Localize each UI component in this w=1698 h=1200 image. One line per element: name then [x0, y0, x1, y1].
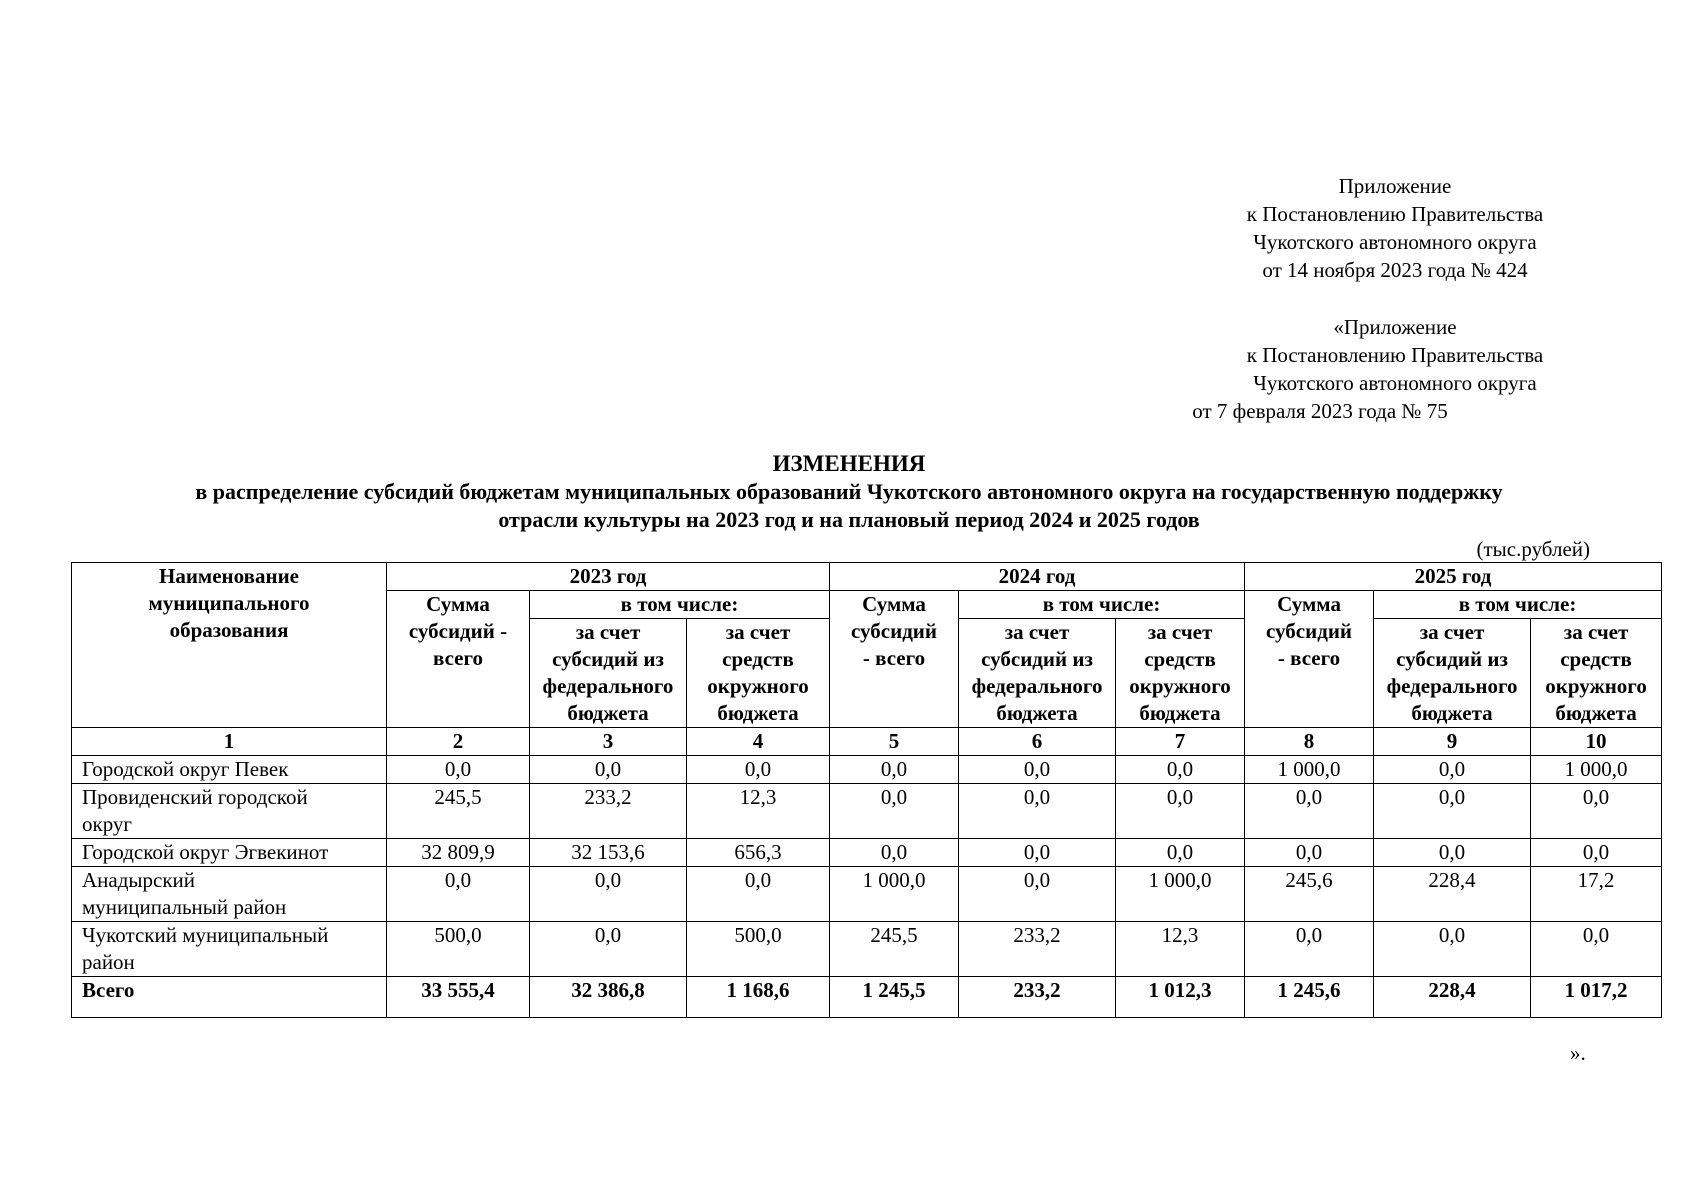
- appendix-header-original: [1190, 313, 1600, 425]
- table-cell: 0,0: [1531, 839, 1662, 867]
- total-cell: 1 012,3: [1116, 977, 1245, 1018]
- header-row-years: [72, 563, 1662, 591]
- total-cell: 1 017,2: [1531, 977, 1662, 1018]
- appendix-line: Приложение: [1338, 174, 1452, 198]
- total-label: Всего: [72, 977, 387, 1018]
- table-cell: 1 000,0: [1116, 867, 1245, 922]
- header-district: за счет средств окружного бюджета: [1116, 619, 1245, 728]
- column-number: 3: [530, 728, 687, 756]
- table-cell: 0,0: [959, 784, 1116, 839]
- column-number: 8: [1245, 728, 1374, 756]
- header-name-column: Наименование муниципального образования: [72, 563, 387, 728]
- table-cell: 0,0: [1245, 784, 1374, 839]
- table-cell: 0,0: [530, 867, 687, 922]
- table-cell: 0,0: [1374, 756, 1531, 784]
- table-cell: 0,0: [830, 756, 959, 784]
- title-line: отрасли культуры на 2023 год и на плановый период 2024 и 2025 годов: [498, 507, 1200, 532]
- table-cell: 233,2: [959, 922, 1116, 977]
- table-cell: 0,0: [1116, 784, 1245, 839]
- table-cell: 245,6: [1245, 867, 1374, 922]
- unit-label: (тыс.рублей): [1476, 537, 1590, 561]
- total-cell: 32 386,8: [530, 977, 687, 1018]
- appendix-line: «Приложение: [1333, 315, 1457, 339]
- table-cell: 1 000,0: [1245, 756, 1374, 784]
- table-cell: 0,0: [1374, 784, 1531, 839]
- table-cell: 0,0: [1116, 839, 1245, 867]
- total-row: [72, 977, 1662, 1018]
- total-cell: 228,4: [1374, 977, 1531, 1018]
- table-cell: 17,2: [1531, 867, 1662, 922]
- header-federal: за счет субсидий из федерального бюджета: [959, 619, 1116, 728]
- header-year-2025: 2025 год: [1245, 563, 1662, 591]
- appendix-header-current: [1190, 172, 1600, 284]
- table-cell: 0,0: [959, 867, 1116, 922]
- table-cell: 0,0: [1531, 922, 1662, 977]
- table-cell: 0,0: [959, 839, 1116, 867]
- table-row: [72, 839, 1662, 867]
- table-row: [72, 922, 1662, 977]
- table-cell: 12,3: [1116, 922, 1245, 977]
- header-year-2024: 2024 год: [830, 563, 1245, 591]
- appendix-line: Чукотского автономного округа: [1253, 371, 1537, 395]
- table-cell: 0,0: [530, 922, 687, 977]
- subsidy-table: [71, 562, 1662, 1018]
- total-cell: 33 555,4: [387, 977, 530, 1018]
- title-line: в распределение субсидий бюджетам муниципальных образований Чукотского автономного округа на государственную поддержку: [195, 479, 1503, 504]
- table-cell: 1 000,0: [1531, 756, 1662, 784]
- header-district: за счет средств окружного бюджета: [687, 619, 830, 728]
- document-title: [0, 450, 1698, 534]
- column-number: 2: [387, 728, 530, 756]
- table-row: [72, 784, 1662, 839]
- table-cell: 656,3: [687, 839, 830, 867]
- column-number: 5: [830, 728, 959, 756]
- total-cell: 1 245,5: [830, 977, 959, 1018]
- table-cell: 245,5: [387, 784, 530, 839]
- table-cell: 0,0: [830, 784, 959, 839]
- title-main: ИЗМЕНЕНИЯ: [772, 451, 926, 476]
- column-number: 4: [687, 728, 830, 756]
- table-cell: 0,0: [387, 867, 530, 922]
- table-cell: 32 809,9: [387, 839, 530, 867]
- table-row: [72, 756, 1662, 784]
- appendix-line: к Постановлению Правительства: [1246, 202, 1544, 226]
- appendix-line: от 14 ноября 2023 года № 424: [1262, 258, 1528, 282]
- municipality-name: Чукотский муниципальный район: [72, 922, 387, 977]
- column-number: 9: [1374, 728, 1531, 756]
- table-cell: 500,0: [387, 922, 530, 977]
- column-number: 6: [959, 728, 1116, 756]
- header-total-2025: Сумма субсидий - всего: [1245, 591, 1374, 728]
- table-cell: 0,0: [1531, 784, 1662, 839]
- table-cell: 228,4: [1374, 867, 1531, 922]
- table-cell: 1 000,0: [830, 867, 959, 922]
- header-total-2023: Сумма субсидий - всего: [387, 591, 530, 728]
- total-cell: 233,2: [959, 977, 1116, 1018]
- table-cell: 0,0: [687, 867, 830, 922]
- header-including-2024: в том числе:: [959, 591, 1245, 619]
- total-cell: 1 168,6: [687, 977, 830, 1018]
- header-including-2025: в том числе:: [1374, 591, 1662, 619]
- appendix-line: к Постановлению Правительства: [1246, 343, 1544, 367]
- total-cell: 1 245,6: [1245, 977, 1374, 1018]
- table-cell: 0,0: [959, 756, 1116, 784]
- table-cell: 32 153,6: [530, 839, 687, 867]
- column-number: 1: [72, 728, 387, 756]
- header-federal: за счет субсидий из федерального бюджета: [530, 619, 687, 728]
- table-cell: 0,0: [387, 756, 530, 784]
- header-including-2023: в том числе:: [530, 591, 830, 619]
- table-cell: 233,2: [530, 784, 687, 839]
- table-cell: 12,3: [687, 784, 830, 839]
- header-total-2024: Сумма субсидий - всего: [830, 591, 959, 728]
- municipality-name: Городской округ Эгвекинот: [72, 839, 387, 867]
- table-cell: 0,0: [1374, 839, 1531, 867]
- table-cell: 0,0: [830, 839, 959, 867]
- municipality-name: Городской округ Певек: [72, 756, 387, 784]
- column-number-row: [72, 728, 1662, 756]
- table-row: [72, 867, 1662, 922]
- table-cell: 0,0: [1116, 756, 1245, 784]
- appendix-line: от 7 февраля 2023 года № 75: [1192, 399, 1448, 423]
- header-district: за счет средств окружного бюджета: [1531, 619, 1662, 728]
- municipality-name: Анадырский муниципальный район: [72, 867, 387, 922]
- table-cell: 0,0: [687, 756, 830, 784]
- column-number: 7: [1116, 728, 1245, 756]
- column-number: 10: [1531, 728, 1662, 756]
- appendix-line: Чукотского автономного округа: [1253, 230, 1537, 254]
- table-cell: 245,5: [830, 922, 959, 977]
- table-cell: 0,0: [1374, 922, 1531, 977]
- table-cell: 0,0: [530, 756, 687, 784]
- header-federal: за счет субсидий из федерального бюджета: [1374, 619, 1531, 728]
- table-cell: 0,0: [1245, 839, 1374, 867]
- table-cell: 500,0: [687, 922, 830, 977]
- header-year-2023: 2023 год: [387, 563, 830, 591]
- municipality-name: Провиденский городской округ: [72, 784, 387, 839]
- table-cell: 0,0: [1245, 922, 1374, 977]
- closing-quote-mark: ».: [1570, 1041, 1586, 1065]
